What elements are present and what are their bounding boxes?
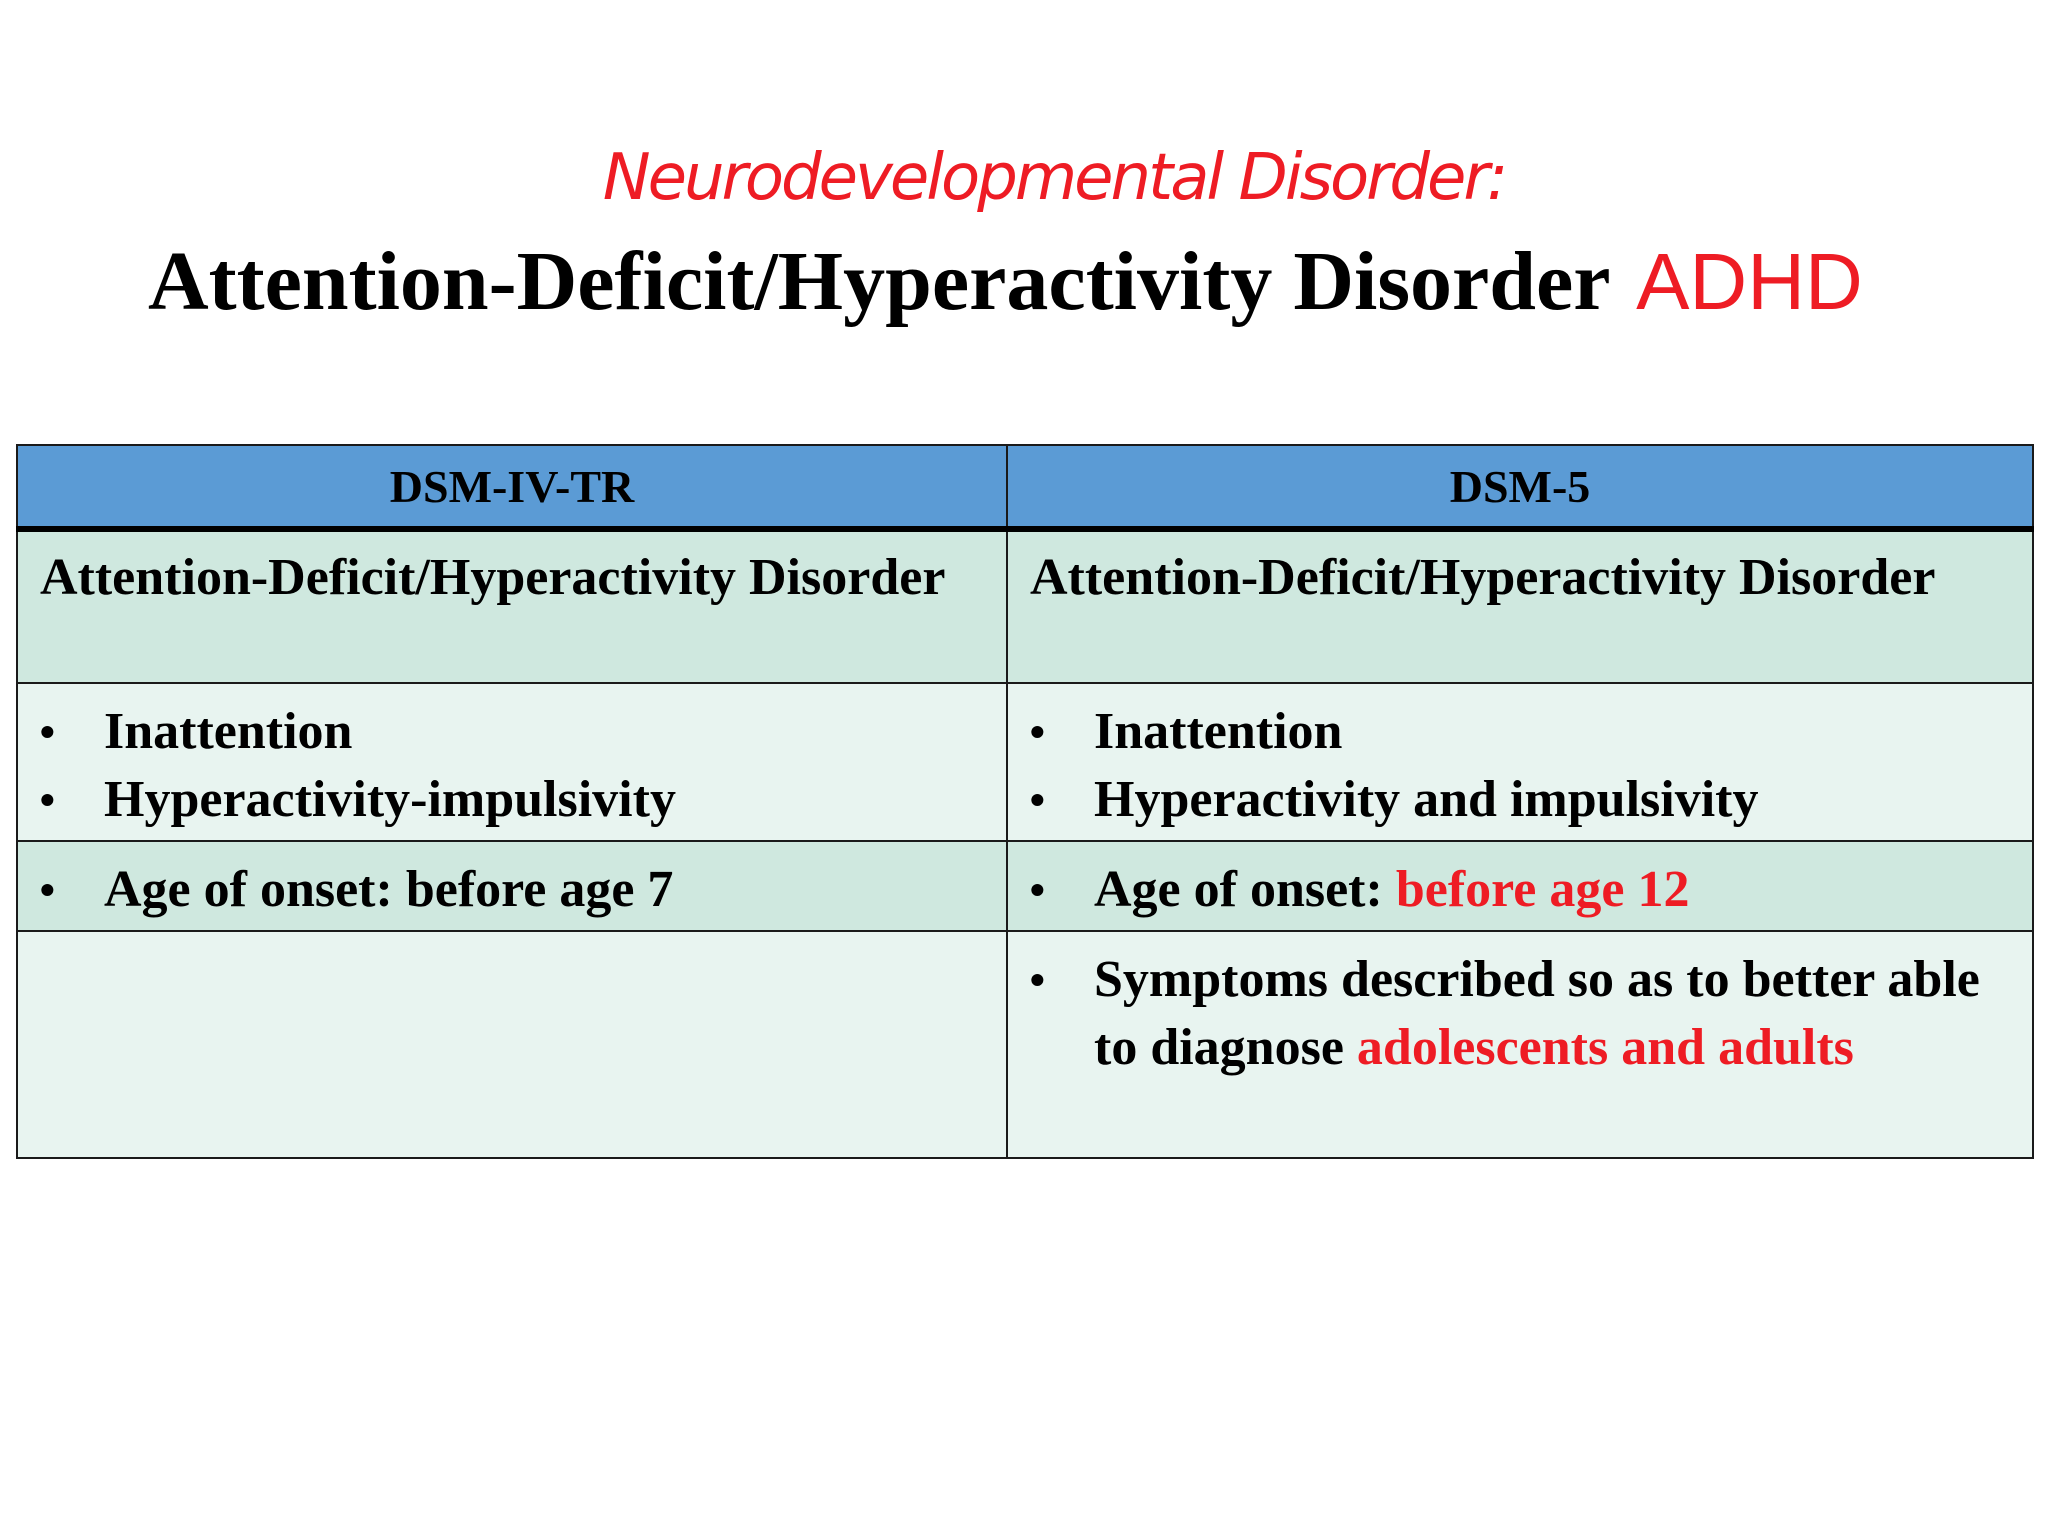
symptom-text: Inattention	[104, 703, 353, 760]
slide-title-accent: ADHD	[1636, 237, 1863, 326]
cell-dsm4-disorder-name: Attention-Deficit/Hyperactivity Disorder	[17, 529, 1007, 683]
table-header-row	[17, 445, 2033, 529]
list-item	[40, 766, 990, 834]
onset-text: Age of onset:	[1094, 861, 1396, 918]
symptom-text: Hyperactivity-impulsivity	[104, 771, 676, 828]
header-dsm-5: DSM-5	[1007, 445, 2033, 529]
list-item	[1030, 946, 2016, 1082]
header-dsm-iv-tr: DSM-IV-TR	[17, 445, 1007, 529]
bullet-icon: •	[1030, 956, 1045, 1003]
cell-dsm4-symptoms	[17, 683, 1007, 841]
cell-dsm4-onset	[17, 841, 1007, 931]
bullet-icon: •	[1030, 776, 1045, 823]
table-row-onset	[17, 841, 2033, 931]
list-item	[40, 856, 990, 924]
slide-title	[148, 232, 2038, 333]
extra-highlight: adolescents and adults	[1356, 1019, 1854, 1076]
comparison-table	[16, 444, 2034, 1159]
bullet-icon: •	[40, 866, 55, 913]
bullet-icon: •	[40, 776, 55, 823]
symptom-text: Inattention	[1094, 703, 1343, 760]
slide-title-main: Attention-Deficit/Hyperactivity Disorder	[148, 235, 1610, 328]
list-item	[1030, 698, 2016, 766]
onset-highlight: before age 12	[1395, 861, 1690, 918]
table-row-extra	[17, 931, 2033, 1158]
cell-dsm5-symptoms	[1007, 683, 2033, 841]
symptom-text: Hyperactivity and impulsivity	[1094, 771, 1759, 828]
bullet-icon: •	[40, 708, 55, 755]
bullet-icon: •	[1030, 708, 1045, 755]
table-row-disorder-name	[17, 529, 2033, 683]
bullet-icon: •	[1030, 866, 1045, 913]
table-row-symptoms	[17, 683, 2033, 841]
cell-dsm5-onset	[1007, 841, 2033, 931]
slide-subtitle: Neurodevelopmental Disorder:	[602, 141, 1506, 215]
extra-text: Symptoms described so as to better able to diagnose	[1094, 951, 1980, 1076]
list-item	[1030, 856, 2016, 924]
list-item	[1030, 766, 2016, 834]
list-item	[40, 698, 990, 766]
cell-dsm5-extra	[1007, 931, 2033, 1158]
cell-dsm4-extra	[17, 931, 1007, 1158]
cell-dsm5-disorder-name: Attention-Deficit/Hyperactivity Disorder	[1007, 529, 2033, 683]
onset-text: Age of onset: before age 7	[104, 861, 674, 918]
